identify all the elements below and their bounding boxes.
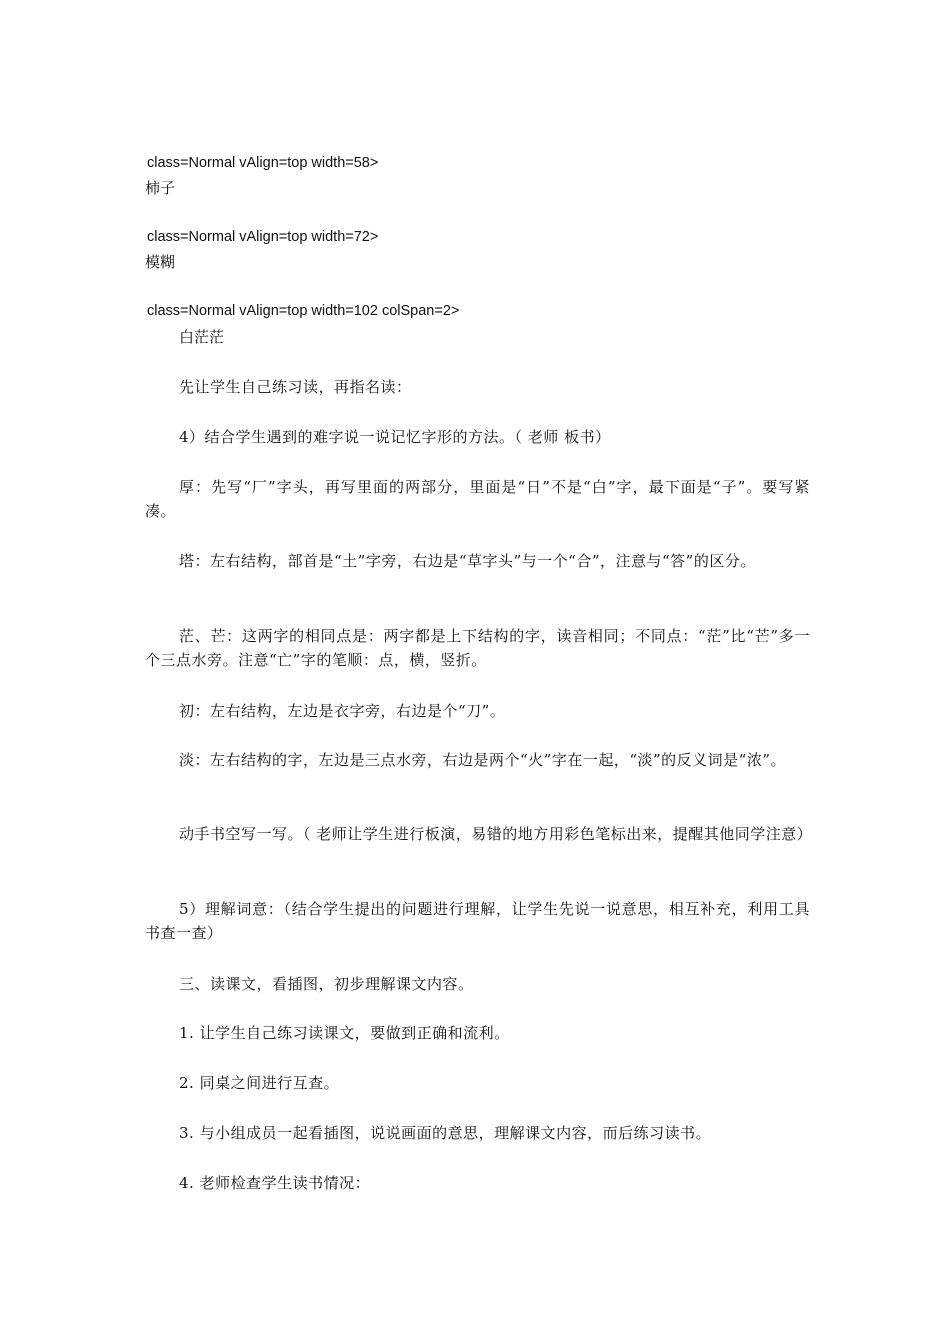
list-item: 3. 与小组成员一起看插图，说说画面的意思，理解课文内容，而后练习读书。 xyxy=(179,1124,712,1142)
table-cell-code: class=Normal vAlign=top width=102 colSpan=2> xyxy=(147,303,460,319)
section-heading: 三、读课文，看插图，初步理解课文内容。 xyxy=(179,975,474,993)
paragraph: 5）理解词意：（结合学生提出的问题进行理解，让学生先说一说意思，相互补充，利用工具书查一查） xyxy=(145,900,810,942)
paragraph: 先让学生自己练习读，再指名读： xyxy=(179,378,412,396)
paragraph: 动手书空写一写。（ 老师让学生进行板演，易错的地方用彩色笔标出来，提醒其他同学注意） xyxy=(179,825,813,843)
list-item: 4. 老师检查学生读书情况： xyxy=(179,1174,371,1192)
table-cell-code: class=Normal vAlign=top width=58> xyxy=(147,155,379,171)
paragraph: 4）结合学生遇到的难字说一说记忆字形的方法。（ 老师 板书） xyxy=(179,428,611,446)
table-cell-text: 白茫茫 xyxy=(179,328,225,346)
list-item: 2. 同桌之间进行互查。 xyxy=(179,1074,340,1092)
paragraph: 淡：左右结构的字，左边是三点水旁，右边是两个“火”字在一起，“淡”的反义词是“浓”。 xyxy=(179,751,787,769)
table-cell-text: 模糊 xyxy=(145,253,176,271)
paragraph: 塔：左右结构，部首是“土”字旁，右边是“草字头”与一个“合”，注意与“答”的区分。 xyxy=(179,552,756,570)
paragraph: 茫、芒：这两字的相同点是：两字都是上下结构的字，读音相同；不同点：“茫”比“芒”多一个三点水旁。注意“亡”字的笔顺：点，横，竖折。 xyxy=(145,627,810,669)
table-cell-text: 柿子 xyxy=(145,179,176,197)
list-item: 1. 让学生自己练习读课文，要做到正确和流利。 xyxy=(179,1024,510,1042)
paragraph: 初：左右结构，左边是衣字旁，右边是个“刀”。 xyxy=(179,702,506,720)
table-cell-code: class=Normal vAlign=top width=72> xyxy=(147,229,379,245)
paragraph: 厚：先写“厂”字头，再写里面的两部分，里面是“日”不是“白”字，最下面是“子”。要写紧凑。 xyxy=(145,478,810,520)
